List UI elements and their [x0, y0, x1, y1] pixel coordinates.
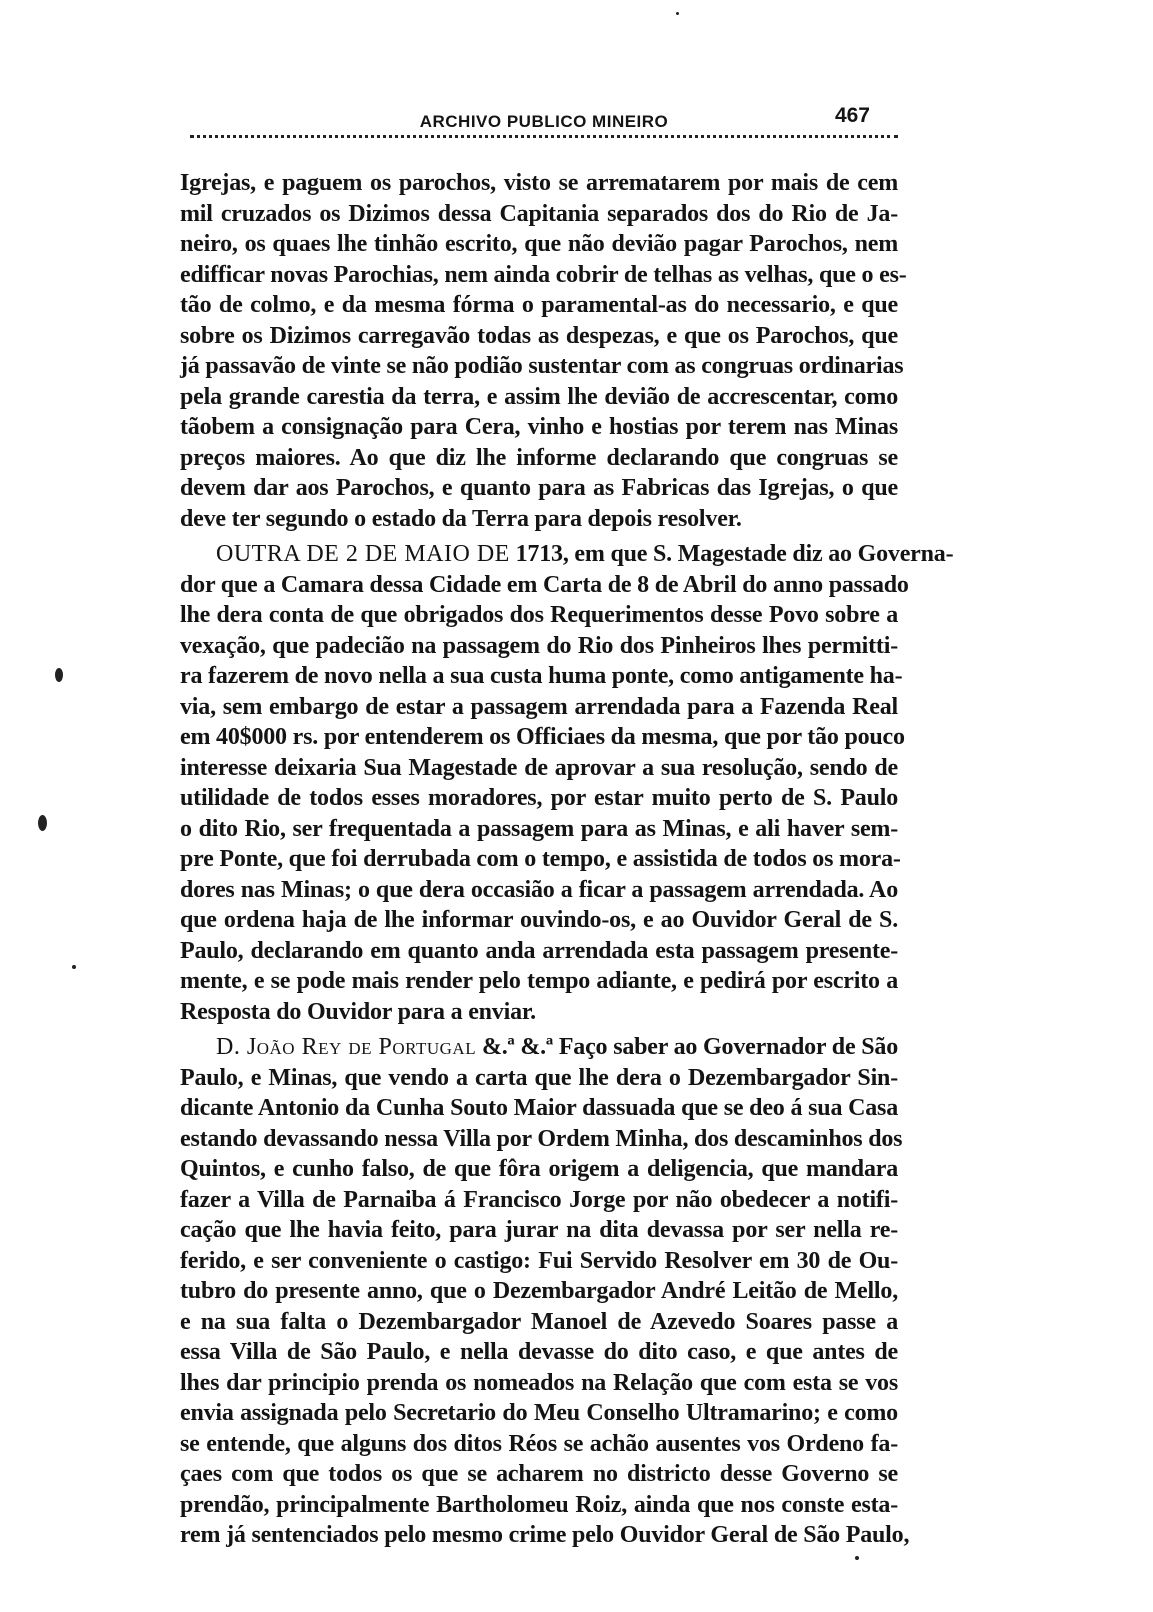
text-line: via, sem embargo de estar a passagem arrendada para a Fazenda Real [180, 693, 898, 720]
paragraph-3 [180, 1032, 910, 1551]
text-line: lhes dar principio prenda os nomeados na Relação que com esta se vos [180, 1369, 898, 1396]
scan-speck [676, 12, 679, 15]
text-line: neiro, os quaes lhe tinhão escrito, que não devião pagar Parochos, nem [180, 231, 898, 257]
text-line: tãobem a consignação para Cera, vinho e hostias por terem nas Minas [180, 414, 898, 440]
paragraph-lead: D. João Rey de Portugal [216, 1034, 477, 1060]
text-line: dicante Antonio da Cunha Souto Maior dassuada que se deo á sua Casa [180, 1095, 898, 1121]
text-line: interesse deixaria Sua Magestade de aprovar a sua resolução, sendo de [180, 754, 898, 781]
text-line: vexação, que padecião na passagem do Rio dos Pinheiros lhes permitti- [180, 632, 898, 659]
text-line: Quintos, e cunho falso, de que fôra origem a deligencia, que mandara [180, 1156, 898, 1182]
paragraph-1 [180, 168, 907, 534]
text-line: o dito Rio, ser frequentada a passagem para as Minas, e ali haver sem- [180, 815, 898, 842]
text-line: que ordena haja de lhe informar ouvindo-os, e ao Ouvidor Geral de S. [180, 907, 898, 933]
text-line: estando devassando nessa Villa por Ordem Minha, dos descaminhos dos [180, 1125, 903, 1152]
text-line: deve ter segundo o estado da Terra para depois resolver. [180, 505, 742, 532]
running-title: ARCHIVO PUBLICO MINEIRO [419, 112, 669, 131]
text-line: pela grande carestia da terra, e assim lhe devião de accrescentar, como [180, 383, 898, 410]
text-line: em 40$000 rs. por entenderem os Officiaes da mesma, que por tão pouco [180, 724, 905, 750]
text-line: ferido, e ser conveniente o castigo: Fui Servido Resolver em 30 de Ou- [180, 1247, 898, 1274]
text-line: se entende, que alguns dos ditos Réos se achão ausentes vos Ordeno fa- [180, 1430, 898, 1457]
text-line: 1713, em que S. Magestade diz ao Governa- [509, 541, 954, 567]
text-line: dores nas Minas; o que dera occasião a ficar a passagem arrendada. Ao [180, 876, 898, 903]
text-line: envia assignada pelo Secretario do Meu Conselho Ultramarino; e como [180, 1400, 898, 1426]
text-line-lead [180, 1032, 898, 1063]
text-line: çaes com que todos os que se acharem no districto desse Governo se [180, 1461, 898, 1487]
text-line: Igrejas, e paguem os parochos, visto se arrematarem por mais de cem [180, 170, 898, 196]
text-line: essa Villa de São Paulo, e nella devasse do dito caso, e que antes de [180, 1339, 898, 1365]
scan-speck [855, 1556, 859, 1560]
paragraph-lead: OUTRA DE 2 DE MAIO DE [216, 541, 510, 567]
text-line: sobre os Dizimos carregavão todas as despezas, e que os Parochos, que [180, 322, 898, 349]
text-line-lead [180, 539, 954, 570]
text-line: Resposta do Ouvidor para a enviar. [180, 998, 536, 1025]
text-line: tão de colmo, e da mesma fórma o paramental-as do necessario, e que [180, 292, 898, 318]
text-line: &.ª &.ª Faço saber ao Governador de São [476, 1034, 899, 1060]
text-line: edifficar novas Parochias, nem ainda cobrir de telhas as velhas, que o es- [180, 261, 907, 288]
text-line: prendão, principalmente Bartholomeu Roiz, ainda que nos conste esta- [180, 1491, 898, 1518]
text-line: Paulo, declarando em quanto anda arrendada esta passagem presente- [180, 937, 898, 964]
text-line: preços maiores. Ao que diz lhe informe declarando que congruas se [180, 444, 898, 471]
text-line: mente, e se pode mais render pelo tempo adiante, e pedirá por escrito a [180, 968, 898, 994]
text-line: mil cruzados os Dizimos dessa Capitania separados dos do Rio de Ja- [180, 200, 898, 227]
text-line: Paulo, e Minas, que vendo a carta que lhe dera o Dezembargador Sin- [180, 1064, 898, 1091]
text-line: fazer a Villa de Parnaiba á Francisco Jorge por não obedecer a notifi- [180, 1186, 898, 1213]
scan-speck [55, 668, 63, 682]
text-line: e na sua falta o Dezembargador Manoel de Azevedo Soares passe a [180, 1308, 898, 1335]
header-rule [190, 135, 898, 138]
scan-speck [38, 815, 47, 831]
scan-speck [72, 965, 76, 969]
paragraph-2 [180, 539, 954, 1027]
page-header [190, 100, 898, 140]
page-number: 467 [834, 104, 870, 127]
text-line: utilidade de todos esses moradores, por estar muito perto de S. Paulo [180, 785, 898, 811]
body-text [180, 168, 954, 1551]
text-line: rem já sentenciados pelo mesmo crime pelo Ouvidor Geral de São Paulo, [180, 1522, 910, 1548]
text-line: devem dar aos Parochos, e quanto para as Fabricas das Igrejas, o que [180, 475, 898, 501]
text-line: tubro do presente anno, que o Dezembargador André Leitão de Mello, [180, 1278, 898, 1304]
text-line: pre Ponte, que foi derrubada com o tempo, e assistida de todos os mora- [180, 846, 901, 872]
text-line: cação que lhe havia feito, para jurar na dita devassa por ser nella re- [180, 1217, 898, 1243]
text-line: dor que a Camara dessa Cidade em Carta de 8 de Abril do anno passado [180, 571, 909, 598]
text-line: ra fazerem de novo nella a sua custa huma ponte, como antigamente ha- [180, 663, 903, 689]
text-line: lhe dera conta de que obrigados dos Requerimentos desse Povo sobre a [180, 602, 898, 628]
text-line: já passavão de vinte se não podião sustentar com as congruas ordinarias [180, 353, 904, 379]
